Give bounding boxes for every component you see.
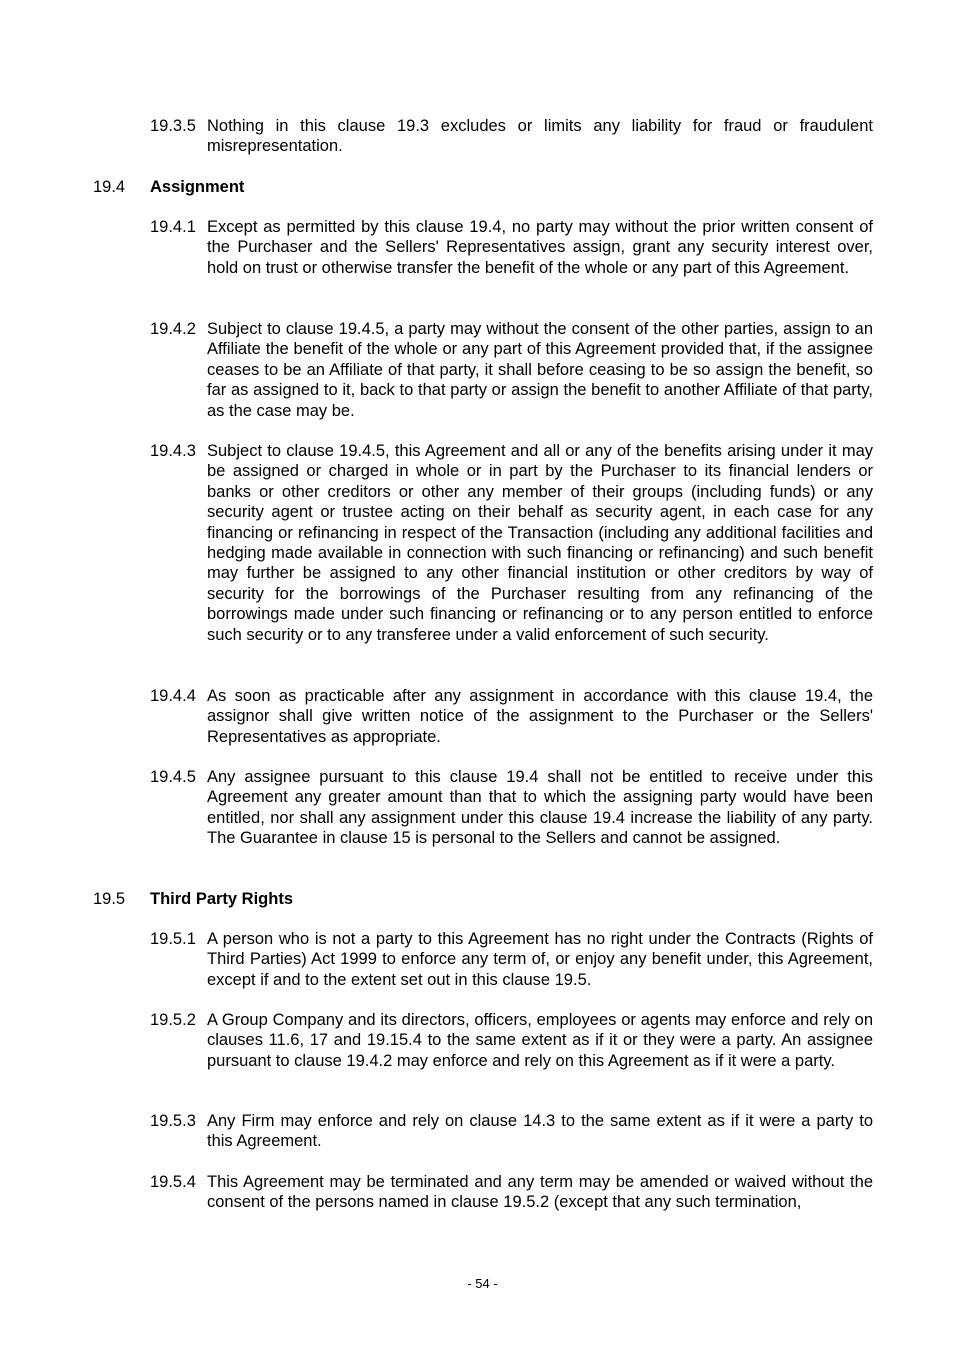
clause-number: 19.4.2: [150, 320, 196, 338]
section-title: Assignment: [150, 178, 245, 196]
clause-19-5-3: [150, 1111, 873, 1152]
clause-number: 19.3.5: [150, 117, 196, 135]
clause-number: 19.5.2: [150, 1011, 196, 1029]
clause-19-4-1: [150, 217, 873, 278]
clause-text: This Agreement may be terminated and any term may be amended or waived without the consent of the persons named in clause 19.5.2 (except that any such termination,: [207, 1173, 873, 1212]
clause-text: A Group Company and its directors, officers, employees or agents may enforce and rely on clauses 11.6, 17 and 19.15.4 to the same extent as if it or they were a party. An assignee pursuant to clause 19.4.2 may enforce and rely on this Agreement as if it were a party.: [207, 1011, 873, 1070]
clause-19-4-3: [150, 441, 873, 645]
section-title: Third Party Rights: [150, 890, 294, 908]
clause-text: Any assignee pursuant to this clause 19.4 shall not be entitled to receive under this Agreement any greater amount than that to which the assigning party would have been entitled, nor shall any assignment under this clause 19.4 increase the liability of any party. The Guarantee in clause 15 is personal to the Sellers and cannot be assigned.: [207, 768, 873, 848]
clause-number: 19.5.4: [150, 1173, 196, 1191]
clause-text: As soon as practicable after any assignment in accordance with this clause 19.4, the assignor shall give written notice of the assignment to the Purchaser or the Sellers' Representatives as appropriate.: [207, 687, 873, 746]
section-heading-19-5: [93, 889, 293, 909]
clause-19-4-4: [150, 686, 873, 747]
clause-number: 19.4.5: [150, 768, 196, 786]
clause-text: Nothing in this clause 19.3 excludes or limits any liability for fraud or fraudulent misrepresentation.: [207, 117, 873, 156]
clause-19-5-4: [150, 1172, 873, 1213]
clause-19-4-5: [150, 767, 873, 849]
clause-text: Except as permitted by this clause 19.4, no party may without the prior written consent of the Purchaser and the Sellers' Representatives assign, grant any security interest over, hold on trust or otherwise transfer the benefit of the whole or any part of this Agreement.: [207, 218, 873, 277]
clause-number: 19.4.4: [150, 687, 196, 705]
clause-number: 19.4.3: [150, 442, 196, 460]
clause-19-3-5: [150, 116, 873, 157]
clause-text: Subject to clause 19.4.5, this Agreement and all or any of the benefits arising under it may be assigned or charged in whole or in part by the Purchaser to its financial lenders or banks or other creditors or other any member of their groups (including funds) or any security agent or trustee acting on their behalf as security agent, in each case for any financing or refinancing in respect of the Transaction (including any additional facilities and hedging made available in connection with such financing or refinancing) and such benefit may further be assigned to any other financial institution or other creditors by way of security for the borrowings of the Purchaser resulting from any refinancing of the borrowings made under such financing or refinancing or to any person entitled to enforce such security or to any transferee under a valid enforcement of such security.: [207, 442, 873, 644]
clause-text: Any Firm may enforce and rely on clause 14.3 to the same extent as if it were a party to this Agreement.: [207, 1112, 873, 1151]
clause-19-4-2: [150, 319, 873, 421]
section-heading-19-4: [93, 177, 244, 197]
clause-number: 19.4.1: [150, 218, 196, 236]
clause-number: 19.5.3: [150, 1112, 196, 1130]
clause-19-5-2: [150, 1010, 873, 1071]
clause-19-5-1: [150, 929, 873, 990]
section-number: 19.4: [93, 178, 126, 196]
section-number: 19.5: [93, 890, 126, 908]
clause-text: Subject to clause 19.4.5, a party may without the consent of the other parties, assign to an Affiliate the benefit of the whole or any part of this Agreement provided that, if the assignee ceases to be an Affiliate of that party, it shall before ceasing to be so assign the benefit, so far as assigned to it, back to that party or assign the benefit to another Affiliate of that party, as the case may be.: [207, 320, 873, 420]
page-number: - 54 -: [467, 1276, 498, 1291]
clause-text: A person who is not a party to this Agreement has no right under the Contracts (Rights of Third Parties) Act 1999 to enforce any term of, or enjoy any benefit under, this Agreement, except if and to the extent set out in this clause 19.5.: [207, 930, 873, 989]
clause-number: 19.5.1: [150, 930, 196, 948]
